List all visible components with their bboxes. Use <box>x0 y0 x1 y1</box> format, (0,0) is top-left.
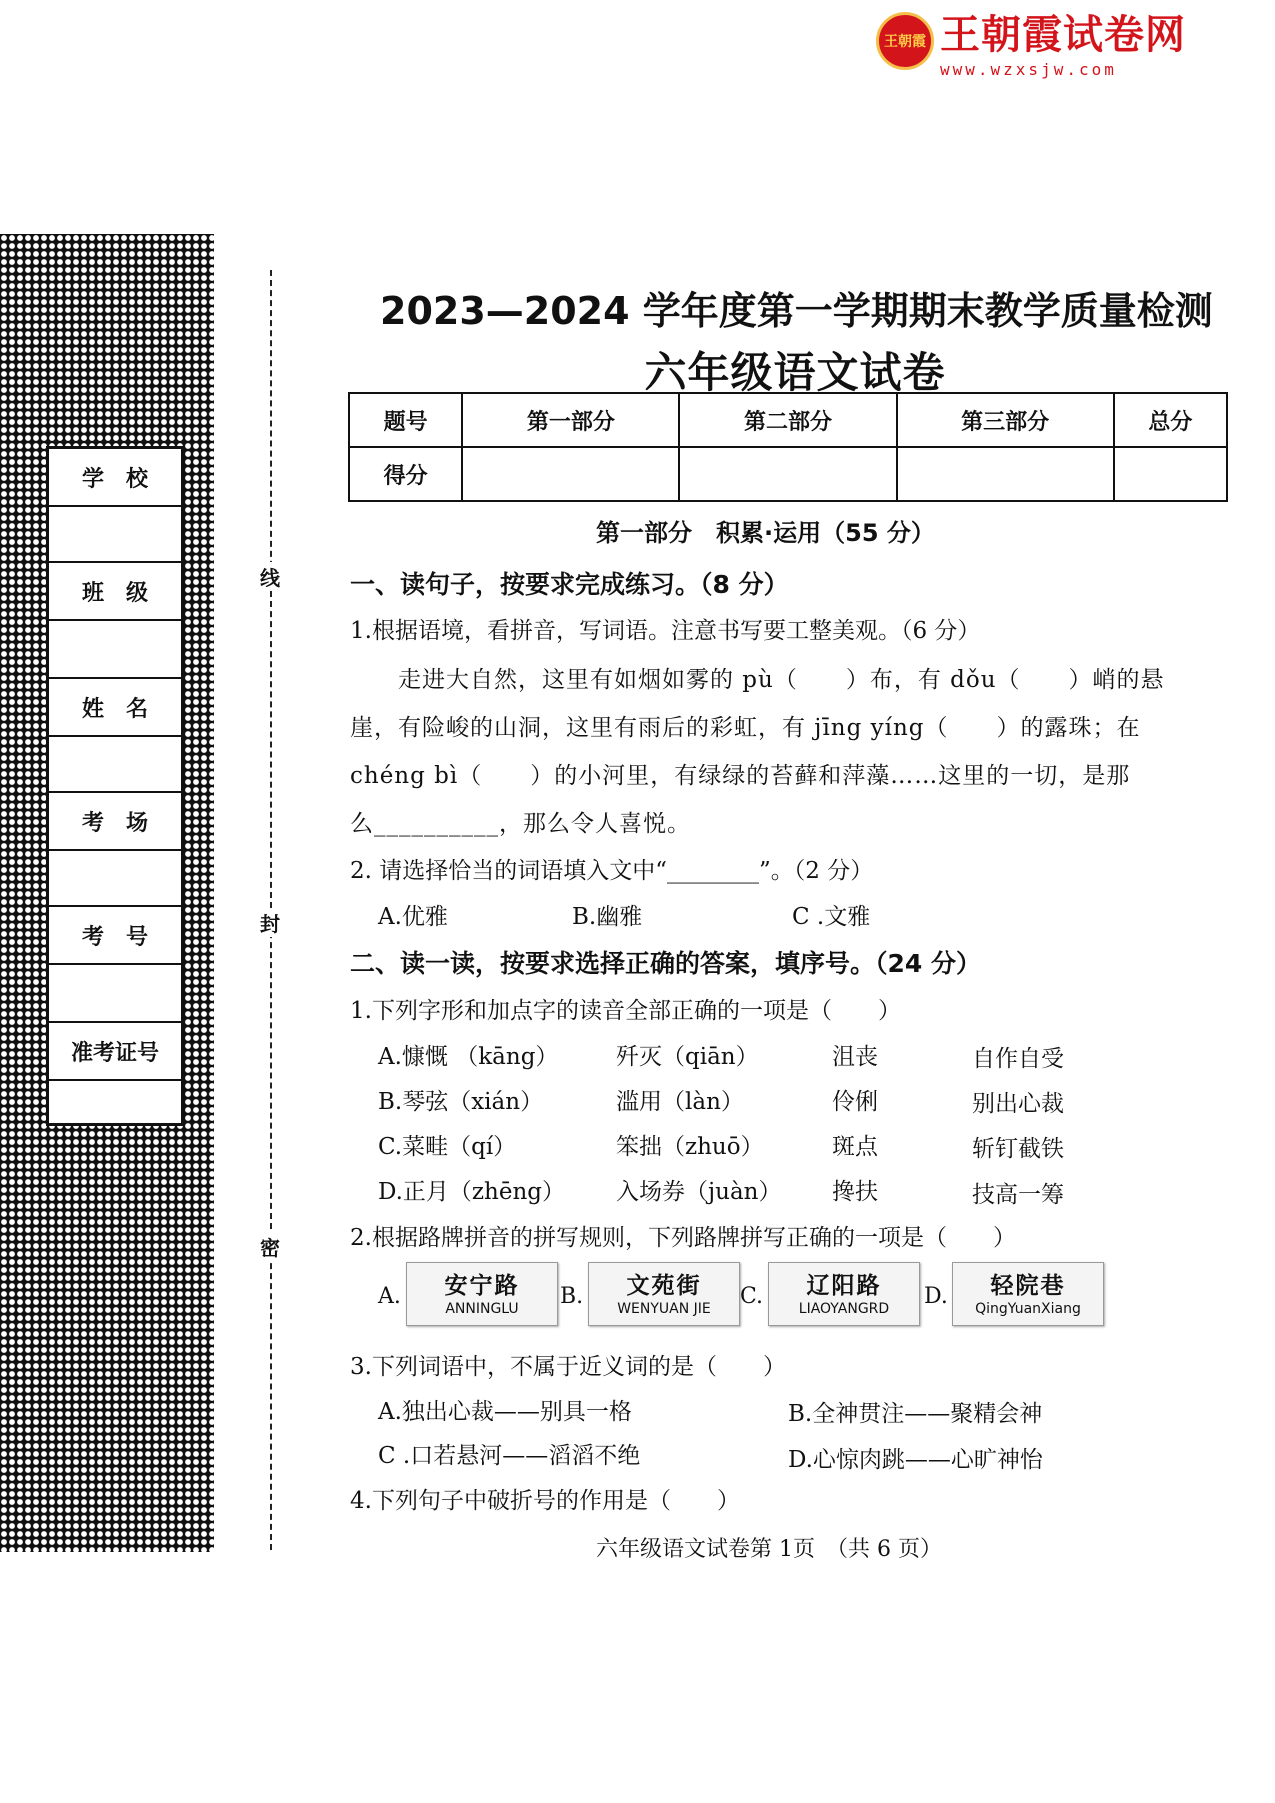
score-header-cell: 第二部分 <box>679 393 896 447</box>
score-table <box>348 392 1228 502</box>
sign-chinese: 辽阳路 <box>806 1273 882 1299</box>
sign-option-letter: A. <box>378 1284 401 1309</box>
logo-name: 王朝霞试卷网 <box>940 12 1186 58</box>
q3-option-d[interactable]: D.心惊肉跳——心旷神怡 <box>788 1447 1043 1473</box>
score-input-cell[interactable] <box>462 447 679 501</box>
passage-line: 走进大自然，这里有如烟如雾的 pù（ ）布，有 dǒu（ ）峭的悬 <box>350 667 1165 693</box>
field-room: 考 场 <box>81 810 148 836</box>
sign-pinyin: QingYuanXiang <box>975 1301 1081 1317</box>
score-input-cell[interactable] <box>1114 447 1227 501</box>
section1-q1: 1.根据语境，看拼音，写词语。注意书写要工整美观。（6 分） <box>350 618 981 644</box>
section1-title: 一、读句子，按要求完成练习。（8 分） <box>350 570 789 599</box>
road-sign-board <box>952 1262 1104 1326</box>
sign-chinese: 安宁路 <box>444 1273 520 1299</box>
q1-option-cell: 笨拙（zhuō） <box>616 1134 764 1160</box>
road-sign-option-b[interactable] <box>560 1262 750 1328</box>
sign-pinyin: ANNINGLU <box>445 1301 519 1317</box>
exam-title: 2023—2024 学年度第一学期期末教学质量检测 <box>380 289 1213 333</box>
q3-option-b[interactable]: B.全神贯注——聚精会神 <box>788 1401 1043 1427</box>
sign-chinese: 轻院巷 <box>990 1273 1066 1299</box>
section1-q2: 2. 请选择恰当的词语填入文中“________”。（2 分） <box>350 858 874 884</box>
q1-option-cell: 入场券（juàn） <box>616 1179 782 1205</box>
section2-q1: 1.下列字形和加点字的读音全部正确的一项是（ ） <box>350 998 901 1024</box>
field-name: 姓 名 <box>81 696 148 722</box>
q2-option-b[interactable]: B.幽雅 <box>572 904 643 930</box>
q1-option-c[interactable]: C.菜畦（qí） <box>378 1134 517 1160</box>
score-value-row <box>349 447 1227 501</box>
q2-option-a[interactable]: A.优雅 <box>378 904 448 930</box>
road-sign-option-c[interactable] <box>740 1262 930 1328</box>
logo-seal-icon: 王朝霞 <box>876 12 934 70</box>
q1-option-cell: 斑点 <box>832 1134 878 1160</box>
score-input-cell[interactable] <box>897 447 1114 501</box>
score-header-cell: 总分 <box>1114 393 1227 447</box>
field-ticket: 准考证号 <box>70 1040 159 1066</box>
field-school: 学 校 <box>81 466 148 492</box>
score-header-cell: 题号 <box>349 393 462 447</box>
watermark-logo <box>876 10 1196 82</box>
q1-option-cell: 沮丧 <box>832 1044 878 1070</box>
q1-option-cell: 技高一筹 <box>972 1182 1064 1208</box>
score-header-cell: 第三部分 <box>897 393 1114 447</box>
section2-q3: 3.下列词语中，不属于近义词的是（ ） <box>350 1354 786 1380</box>
sign-option-letter: C. <box>740 1284 764 1309</box>
sign-option-letter: D. <box>924 1284 948 1309</box>
q1-option-b[interactable]: B.琴弦（xián） <box>378 1089 544 1115</box>
seal-mark-line: 线 <box>254 562 286 591</box>
passage-line: chéng bì（ ）的小河里，有绿绿的苔藓和萍藻……这里的一切，是那 <box>350 763 1131 789</box>
road-sign-option-d[interactable] <box>924 1262 1114 1328</box>
q1-option-a[interactable]: A.慷慨 （kāng） <box>378 1044 559 1070</box>
passage-line: 崖，有险峻的山洞，这里有雨后的彩虹，有 jīng yíng（ ）的露珠；在 <box>350 715 1141 741</box>
q1-option-cell: 斩钉截铁 <box>972 1136 1064 1162</box>
road-sign-board <box>768 1262 920 1326</box>
seal-mark-seal: 封 <box>254 908 286 937</box>
q1-option-cell: 滥用（làn） <box>616 1089 744 1115</box>
road-sign-board <box>588 1262 740 1326</box>
q2-option-c[interactable]: C .文雅 <box>792 904 871 930</box>
seal-mark-secret: 密 <box>254 1232 286 1261</box>
passage-line: 么__________，那么令人喜悦。 <box>350 811 691 837</box>
q1-option-cell: 伶俐 <box>832 1089 878 1115</box>
field-seat: 考 号 <box>81 924 148 950</box>
section2-title: 二、读一读，按要求选择正确的答案，填序号。（24 分） <box>350 949 981 978</box>
score-input-cell[interactable] <box>679 447 896 501</box>
part1-title: 第一部分 积累·运用（55 分） <box>596 519 935 547</box>
road-sign-option-a[interactable] <box>378 1262 568 1328</box>
q1-option-cell: 歼灭（qiān） <box>616 1044 759 1070</box>
q1-option-cell: 自作自受 <box>972 1046 1064 1072</box>
road-sign-board <box>406 1262 558 1326</box>
section2-q2: 2.根据路牌拼音的拼写规则，下列路牌拼写正确的一项是（ ） <box>350 1225 1016 1251</box>
score-header-cell: 第一部分 <box>462 393 679 447</box>
q3-option-c[interactable]: C .口若悬河——滔滔不绝 <box>378 1443 641 1469</box>
student-info-box <box>46 446 184 1126</box>
q1-option-cell: 搀扶 <box>832 1179 878 1205</box>
section2-q4: 4.下列句子中破折号的作用是（ ） <box>350 1488 740 1514</box>
sign-pinyin: WENYUAN JIE <box>617 1301 711 1317</box>
score-header-row <box>349 393 1227 447</box>
sign-chinese: 文苑街 <box>626 1273 702 1299</box>
field-class: 班 级 <box>81 580 148 606</box>
q1-option-cell: 别出心裁 <box>972 1091 1064 1117</box>
sign-pinyin: LIAOYANGRD <box>798 1301 890 1317</box>
page-footer: 六年级语文试卷第 1页 （共 6 页） <box>596 1537 942 1562</box>
q3-option-a[interactable]: A.独出心裁——别具一格 <box>378 1399 632 1425</box>
q1-option-d[interactable]: D.正月（zhēng） <box>378 1179 566 1205</box>
sign-option-letter: B. <box>560 1284 584 1309</box>
exam-subtitle: 六年级语文试卷 <box>644 348 946 397</box>
logo-url: www.wzxsjw.com <box>940 60 1117 79</box>
score-label-cell: 得分 <box>349 447 462 501</box>
